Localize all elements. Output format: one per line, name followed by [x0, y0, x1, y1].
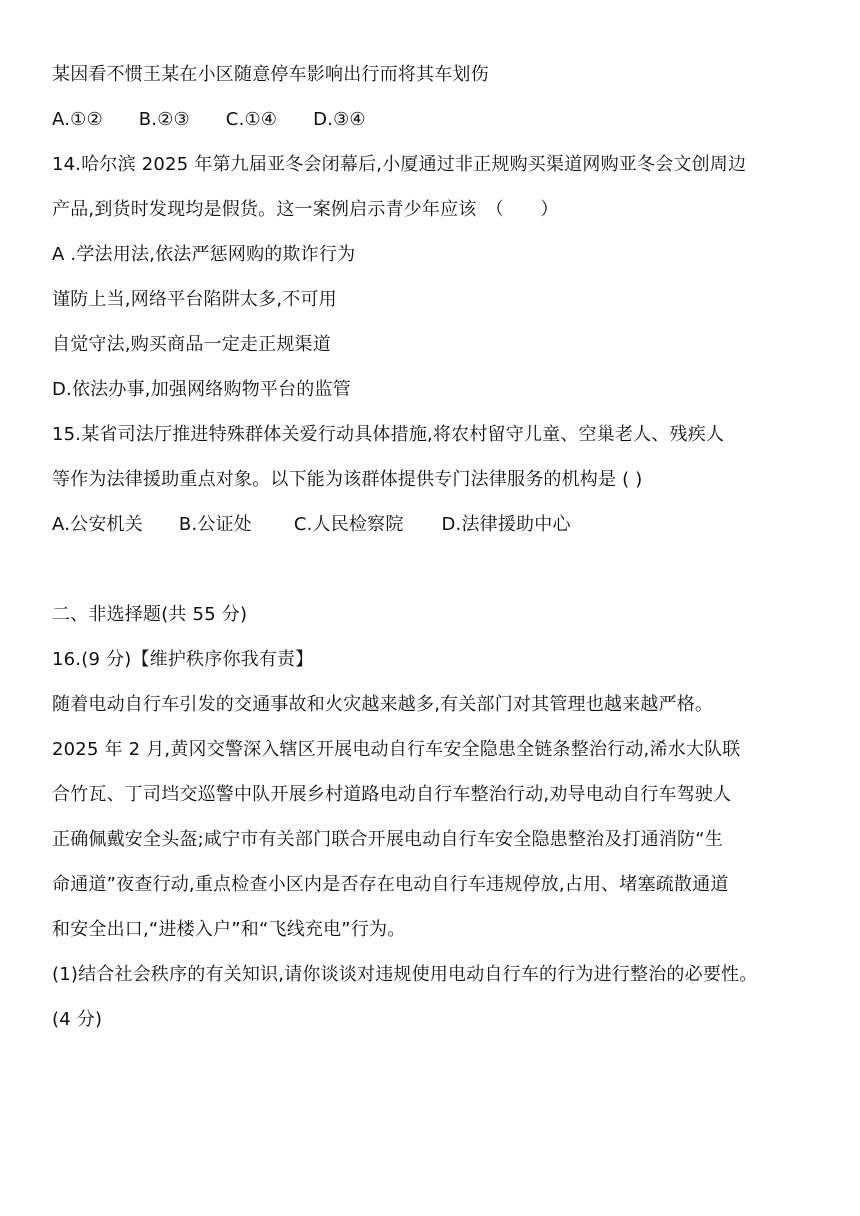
q13-option-c: C.①④ — [225, 109, 278, 130]
q14-stem-line1: 14.哈尔滨 2025 年第九届亚冬会闭幕后,小厦通过非正规购买渠道网购亚冬会文创周边 — [52, 154, 747, 175]
q15-stem-line2: 等作为法律援助重点对象。以下能为该群体提供专门法律服务的机构是 ( ) — [52, 469, 643, 490]
q16-title: 16.(9 分)【维护秩序你我有责】 — [52, 649, 314, 670]
q15-option-d: D.法律援助中心 — [441, 514, 571, 535]
q15-option-c: C.人民检察院 — [293, 514, 404, 535]
q16-para-line3: 合竹瓦、丁司垱交巡警中队开展乡村道路电动自行车整治行动,劝导电动自行车驾驶人 — [52, 784, 732, 805]
q14-stem-line2: 产品,到货时发现均是假货。这一案例启示青少年应该 （ ） — [52, 199, 559, 220]
q13-options — [52, 108, 366, 132]
q16-para-line6: 和安全出口,“进楼入户”和“飞线充电”行为。 — [52, 919, 406, 940]
q13-option-a: A.①② — [52, 109, 103, 130]
q14-option-a: A .学法用法,依法严惩网购的欺诈行为 — [52, 244, 356, 265]
q13-stem-tail: 某因看不惯王某在小区随意停车影响出行而将其车划伤 — [52, 64, 489, 85]
section-heading: 二、非选择题(共 55 分) — [52, 604, 248, 625]
q16-para-line1: 随着电动自行车引发的交通事故和火灾越来越多,有关部门对其管理也越来越严格。 — [52, 694, 714, 715]
q14-option-c: 自觉守法,购买商品一定走正规渠道 — [52, 334, 331, 355]
q15-options — [52, 513, 571, 537]
q14-option-d: D.依法办事,加强网络购物平台的监管 — [52, 379, 351, 400]
q15-option-a: A.公安机关 — [52, 514, 143, 535]
q14-option-b: 谨防上当,网络平台陷阱太多,不可用 — [52, 289, 337, 310]
q13-option-b: B.②③ — [138, 109, 190, 130]
q16-sub1: (1)结合社会秩序的有关知识,请你谈谈对违规使用电动自行车的行为进行整治的必要性。 — [52, 964, 758, 985]
q13-option-d: D.③④ — [313, 109, 366, 130]
q16-para-line2: 2025 年 2 月,黄冈交警深入辖区开展电动自行车安全隐患全链条整治行动,浠水大队联 — [52, 739, 741, 760]
q15-option-b: B.公证处 — [178, 514, 252, 535]
q16-para-line4: 正确佩戴安全头盔;咸宁市有关部门联合开展电动自行车安全隐患整治及打通消防“生 — [52, 829, 723, 850]
q16-sub1-score: (4 分) — [52, 1009, 103, 1030]
q16-para-line5: 命通道”夜查行动,重点检查小区内是否存在电动自行车违规停放,占用、堵塞疏散通道 — [52, 874, 729, 895]
q15-stem-line1: 15.某省司法厅推进特殊群体关爱行动具体措施,将农村留守儿童、空巢老人、残疾人 — [52, 424, 725, 445]
